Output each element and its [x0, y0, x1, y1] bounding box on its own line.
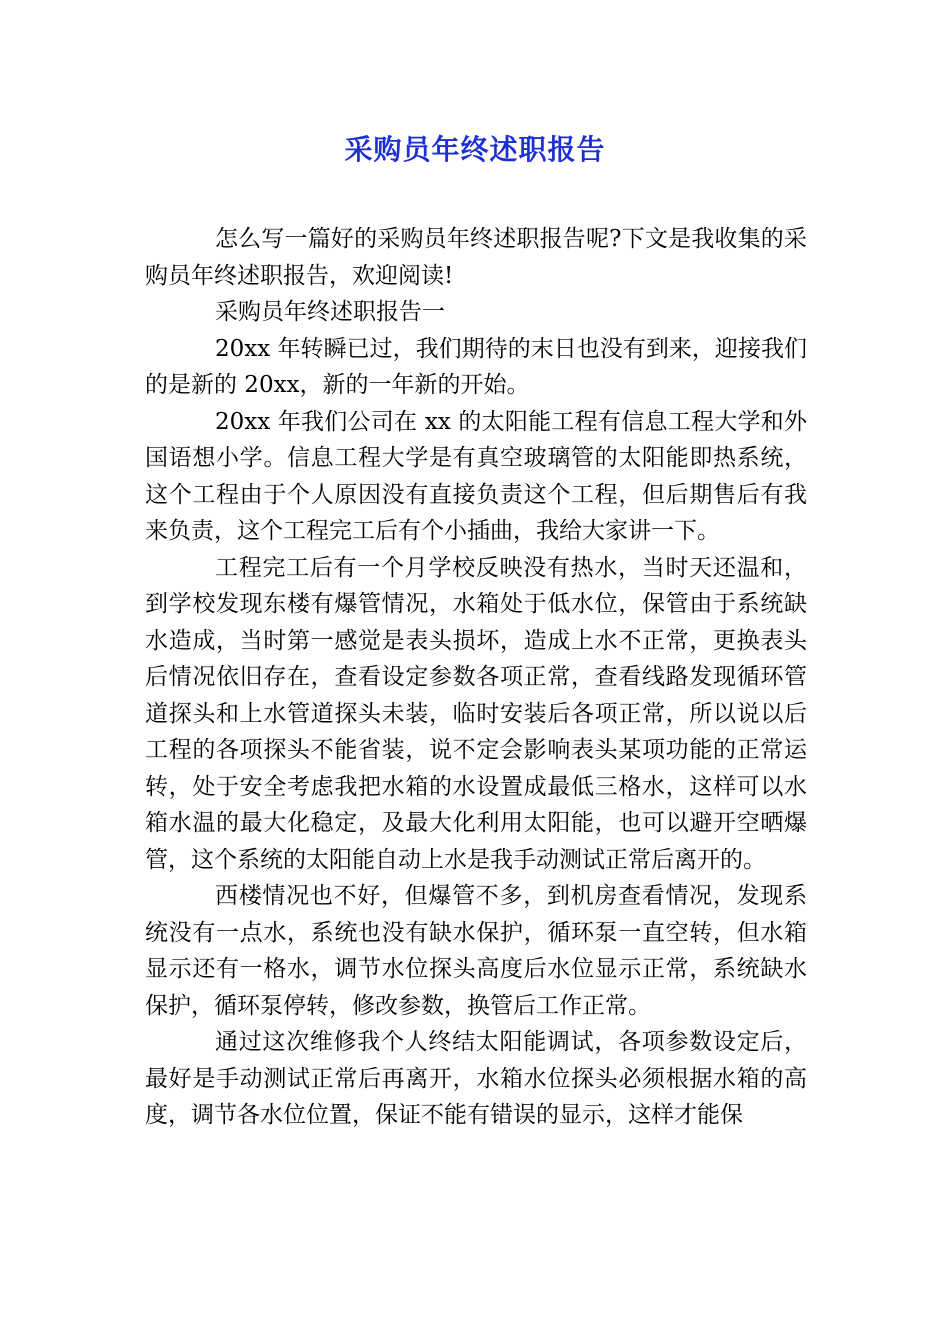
paragraph: 工程完工后有一个月学校反映没有热水，当时天还温和，到学校发现东楼有爆管情况，水箱处于低水位，保管由于系统缺水造成，当时第一感觉是表头损坏，造成上水不正常，更换表头后情况依旧存在，查看设定参数各项正常，查看线路发现循环管道探头和上水管道探头未装，临时安装后各项正常，所以说以后工程的各项探头不能省装，说不定会影响表头某项功能的正常运转，处于安全考虑我把水箱的水设置成最低三格水，这样可以水箱水温的最大化稳定，及最大化利用太阳能，也可以避开空晒爆管，这个系统的太阳能自动上水是我手动测试正常后离开的。: [145, 554, 807, 873]
paragraph: 20xx 年转瞬已过，我们期待的末日也没有到来，迎接我们的是新的 20xx，新的一年新的开始。: [145, 335, 807, 398]
paragraph: 20xx 年我们公司在 xx 的太阳能工程有信息工程大学和外国语想小学。信息工程大学是有真空玻璃管的太阳能即热系统，这个工程由于个人原因没有直接负责这个工程，但后期售后有我来负责，这个工程完工后有个小插曲，我给大家讲一下。: [145, 408, 807, 544]
section-heading: 采购员年终述职报告一: [215, 299, 445, 325]
paragraph-intro: 怎么写一篇好的采购员年终述职报告呢?下文是我收集的采购员年终述职报告，欢迎阅读!: [145, 226, 807, 289]
paragraph: 西楼情况也不好，但爆管不多，到机房查看情况，发现系统没有一点水，系统也没有缺水保护，循环泵一直空转，但水箱显示还有一格水，调节水位探头高度后水位显示正常，系统缺水保护，循环泵停转，修改参数，换管后工作正常。: [145, 883, 807, 1019]
document-body: [145, 221, 807, 1134]
paragraph: 通过这次维修我个人终结太阳能调试，各项参数设定后，最好是手动测试正常后再离开，水箱水位探头必须根据水箱的高度，调节各水位位置，保证不能有错误的显示，这样才能保: [145, 1029, 807, 1128]
document-title: 采购员年终述职报告: [344, 133, 606, 166]
